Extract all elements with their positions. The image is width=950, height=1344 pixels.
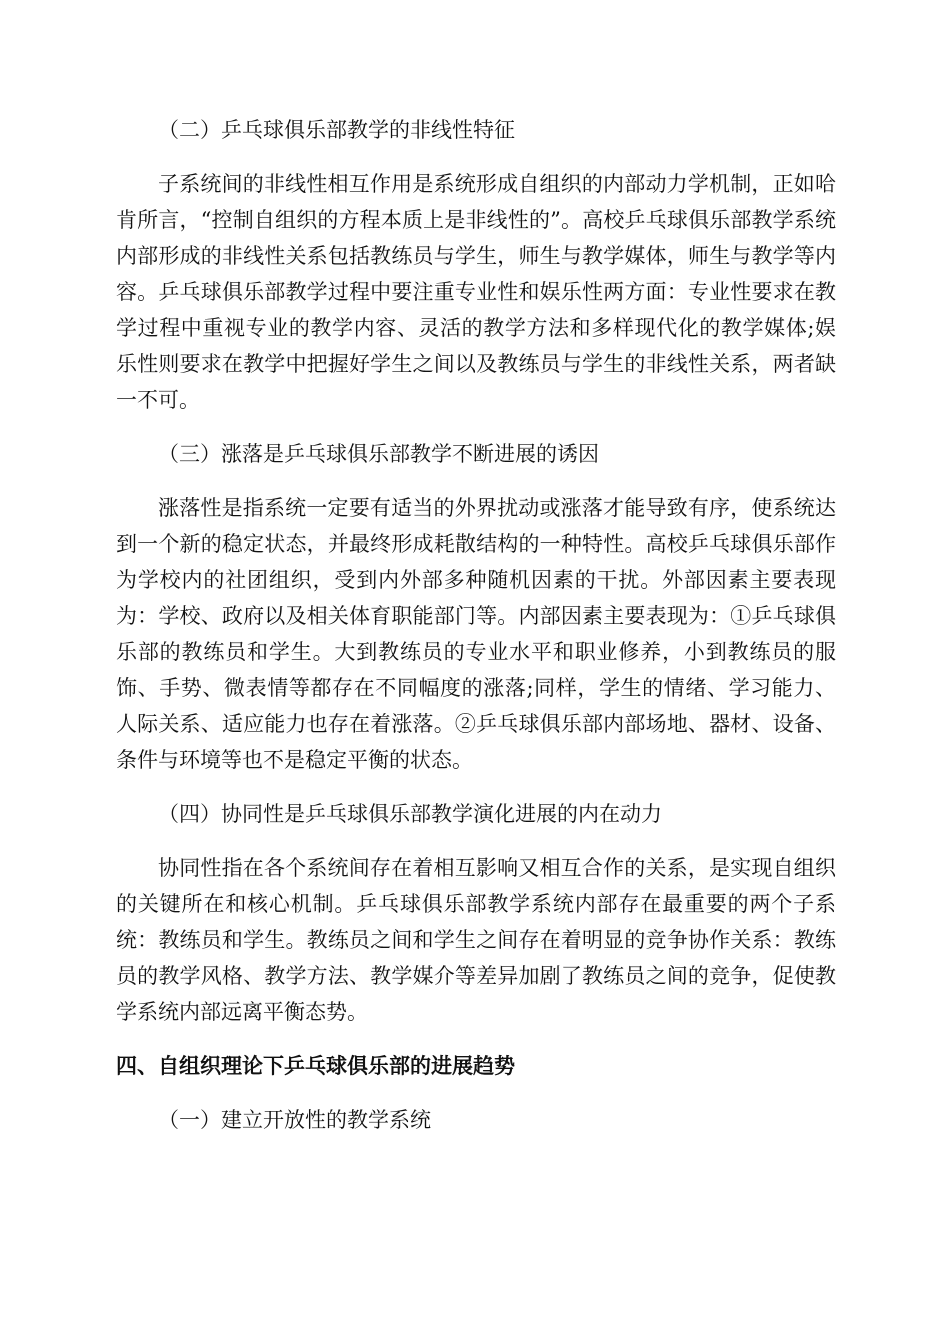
subsection-heading-4: （四）协同性是乒乓球俱乐部教学演化进展的内在动力 bbox=[158, 802, 662, 826]
subsection-heading-2: （二）乒乓球俱乐部教学的非线性特征 bbox=[158, 118, 515, 142]
document-body bbox=[116, 112, 836, 1156]
paragraph-synergy: 协同性指在各个系统间存在着相互影响又相互合作的关系，是实现自组织的关键所在和核心机制。乒乓球俱乐部教学系统内部存在最重要的两个子系统：教练员和学生。教练员之间和学生之间存在着明显的竞争协作关系：教练员的教学风格、教学方法、教学媒介等差异加剧了教练员之间的竞争，促使教学系统内部远离平衡态势。 bbox=[116, 856, 836, 1024]
section-heading-4: 四、自组织理论下乒乓球俱乐部的进展趋势 bbox=[116, 1054, 515, 1078]
subsection-heading-3: （三）涨落是乒乓球俱乐部教学不断进展的诱因 bbox=[158, 442, 599, 466]
paragraph-fluctuation: 涨落性是指系统一定要有适当的外界扰动或涨落才能导致有序，使系统达到一个新的稳定状态，并最终形成耗散结构的一种特性。高校乒乓球俱乐部作为学校内的社团组织，受到内外部多种随机因素的干扰。外部因素主要表现为：学校、政府以及相关体育职能部门等。内部因素主要表现为：①乒乓球俱乐部的教练员和学生。大到教练员的专业水平和职业修养，小到教练员的服饰、手势、微表情等都存在不同幅度的涨落;同样，学生的情绪、学习能力、人际关系、适应能力也存在着涨落。②乒乓球俱乐部内部场地、器材、设备、条件与环境等也不是稳定平衡的状态。 bbox=[116, 496, 836, 772]
paragraph-nonlinearity: 子系统间的非线性相互作用是系统形成自组织的内部动力学机制，正如哈肯所言，“控制自组织的方程本质上是非线性的”。高校乒乓球俱乐部教学系统内部形成的非线性关系包括教练员与学生，师生与教学媒体，师生与教学等内容。乒乓球俱乐部教学过程中要注重专业性和娱乐性两方面：专业性要求在教学过程中重视专业的教学内容、灵活的教学方法和多样现代化的教学媒体;娱乐性则要求在教学中把握好学生之间以及教练员与学生的非线性关系，两者缺一不可。 bbox=[116, 172, 836, 412]
subsection-heading-1: （一）建立开放性的教学系统 bbox=[158, 1108, 431, 1132]
